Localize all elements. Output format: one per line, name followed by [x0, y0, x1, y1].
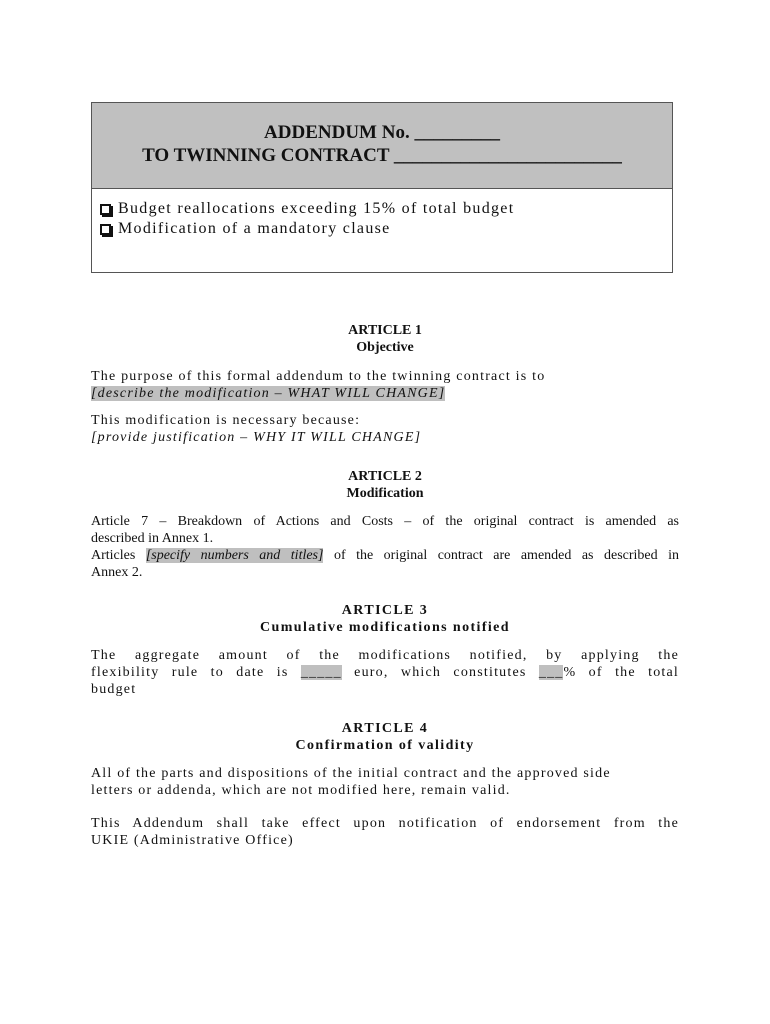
article-3-line-2: flexibility rule to date is _____ euro, which constitutes ___% of the total	[91, 665, 680, 680]
purpose-placeholder: [describe the modification – WHAT WILL CHANGE]	[91, 386, 446, 401]
article-4-para-1	[91, 765, 679, 799]
article-2-body	[91, 513, 679, 581]
article-2-line-4: Annex 2.	[91, 565, 143, 580]
article-4-para-2-line-2: UKIE (Administrative Office)	[91, 833, 294, 848]
reason-placeholder: [provide justification – WHY IT WILL CHANGE]	[91, 430, 422, 445]
percent-blank[interactable]: ___	[538, 665, 564, 680]
reason-text: This modification is necessary because:	[91, 413, 361, 428]
option-budget-reallocation[interactable]	[100, 199, 672, 219]
checkbox-icon[interactable]	[100, 224, 111, 235]
article-2-heading	[91, 468, 679, 502]
article-1-purpose	[91, 368, 679, 402]
article-4-para-2-line-1: This Addendum shall take effect upon notification of endorsement from the	[91, 816, 679, 831]
article-2-line-2: described in Annex 1.	[91, 531, 214, 546]
articles-placeholder: [specify numbers and titles]	[145, 548, 324, 563]
article-4-title: Confirmation of validity	[295, 738, 475, 753]
addendum-title	[92, 103, 672, 189]
article-3-heading	[91, 602, 679, 636]
article-3-line-1: The aggregate amount of the modifications notified, by applying the	[91, 648, 679, 663]
article-4-heading	[91, 720, 679, 754]
article-2-title: Modification	[346, 486, 424, 501]
article-2-line-3: Articles [specify numbers and titles] of the original contract are amended as described in	[91, 548, 679, 563]
article-1-heading	[91, 322, 679, 356]
option-label: Modification of a mandatory clause	[118, 220, 391, 237]
article-4-para-2	[91, 815, 679, 849]
twinning-contract-line: TO TWINNING CONTRACT ________________________	[142, 145, 622, 166]
article-2-number: ARTICLE 2	[348, 469, 422, 484]
addendum-number-line: ADDENDUM No. _________	[264, 122, 500, 143]
option-label: Budget reallocations exceeding 15% of total budget	[118, 200, 515, 217]
article-1-number: ARTICLE 1	[348, 323, 422, 338]
article-1-title: Objective	[356, 340, 414, 355]
article-3-line-3: budget	[91, 682, 137, 697]
article-4-number: ARTICLE 4	[341, 721, 429, 736]
article-3-title: Cumulative modifications notified	[260, 620, 510, 635]
modification-options	[92, 189, 672, 239]
amount-blank[interactable]: _____	[300, 665, 342, 680]
article-1-reason	[91, 412, 679, 446]
article-4-para-1-line-2: letters or addenda, which are not modified here, remain valid.	[91, 783, 511, 798]
addendum-header-box	[91, 102, 673, 273]
purpose-text: The purpose of this formal addendum to the twinning contract is to	[91, 369, 546, 384]
article-3-body	[91, 647, 679, 698]
article-4-para-1-line-1: All of the parts and dispositions of the initial contract and the approved side	[91, 766, 611, 781]
checkbox-icon[interactable]	[100, 204, 111, 215]
article-2-line-1: Article 7 – Breakdown of Actions and Costs – of the original contract is amended as	[91, 514, 679, 529]
option-mandatory-clause[interactable]	[100, 219, 672, 239]
article-3-number: ARTICLE 3	[341, 603, 429, 618]
